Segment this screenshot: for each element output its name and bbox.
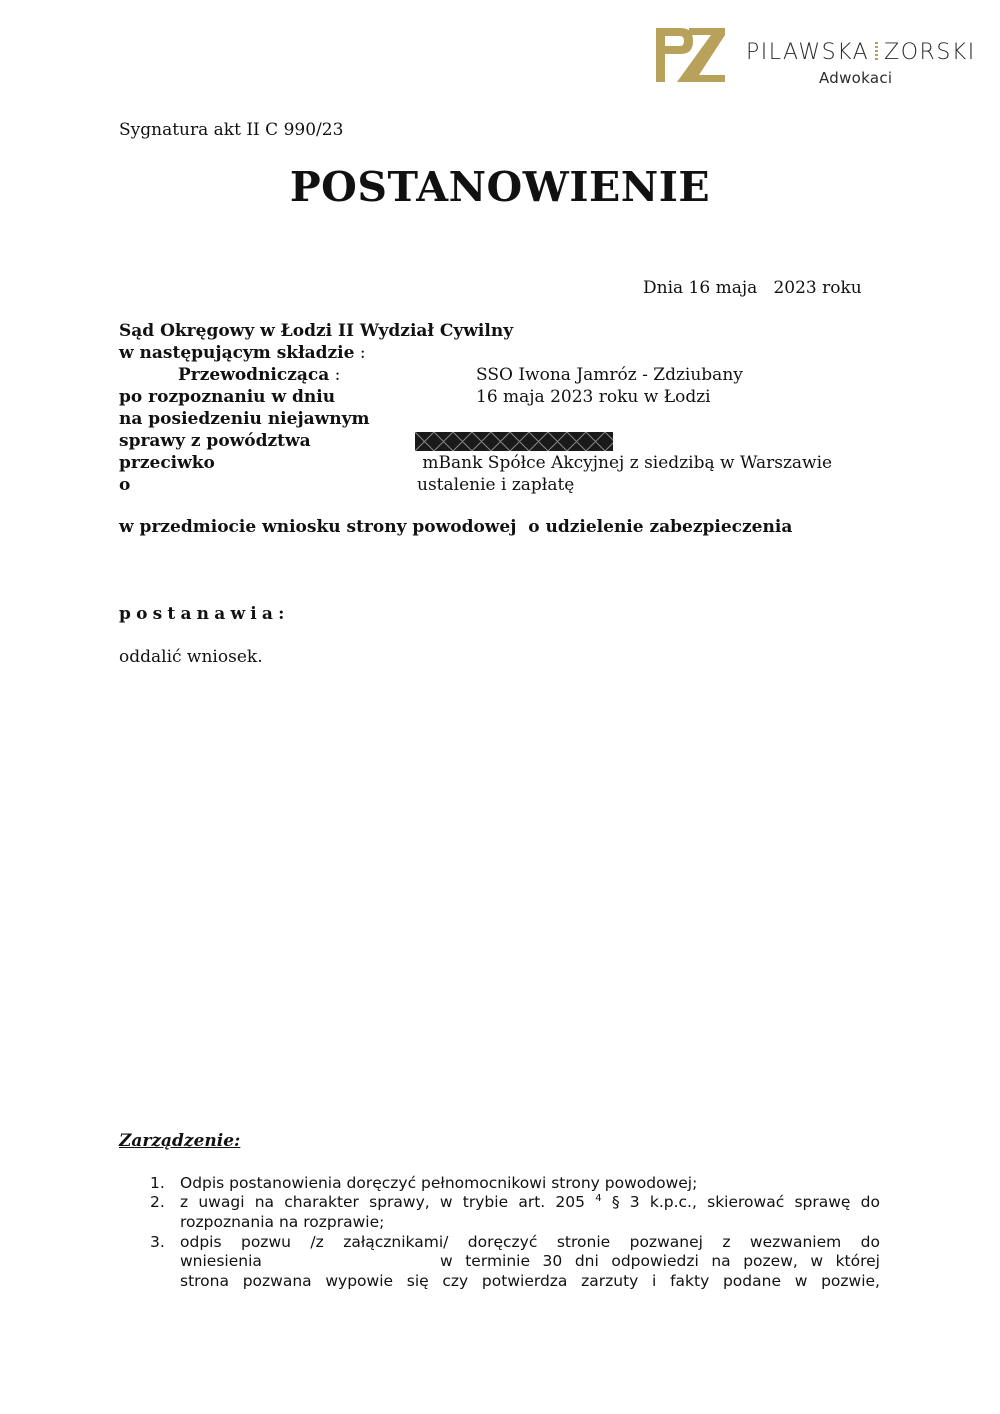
case-number: Sygnatura akt II C 990/23	[119, 120, 344, 140]
order-item-number: 1.	[150, 1174, 165, 1192]
composition-row	[119, 343, 366, 363]
hearing-date: 16 maja 2023 roku w Łodzi	[476, 387, 711, 407]
session-type: na posiedzeniu niejawnym	[119, 409, 370, 429]
subject-value: ustalenie i zapłatę	[417, 475, 575, 495]
order-item-text-part: § 3 k.p.c., skierować sprawę do	[601, 1193, 880, 1211]
court-name: Sąd Okręgowy w Łodzi II Wydział Cywilny	[119, 321, 514, 341]
order-item-text: Odpis postanowienia doręczyć pełnomocnikowi strony powodowej;	[180, 1174, 698, 1192]
order-item-text-continued: rozpoznania na rozprawie;	[180, 1213, 385, 1231]
presiding-colon: :	[329, 365, 341, 385]
claimant-label: sprawy z powództwa	[119, 431, 311, 451]
redaction-pattern	[415, 432, 613, 451]
defendant-name: mBank Spółce Akcyjnej z siedzibą w Warszawie	[417, 453, 833, 473]
against-label: przeciwko	[119, 453, 215, 473]
firm-subtitle: Adwokaci	[819, 69, 893, 87]
order-item-number: 2.	[150, 1193, 165, 1211]
subject-label: o	[119, 475, 131, 495]
motion-subject: w przedmiocie wniosku strony powodowej o udzielenie zabezpieczenia	[119, 517, 793, 537]
firm-logo-mark	[653, 26, 727, 84]
order-item-text-part: wniesienia	[180, 1252, 262, 1270]
redacted-claimant	[415, 432, 613, 451]
composition-colon: :	[354, 343, 366, 363]
order-item-text	[180, 1193, 880, 1211]
article-superscript: 4	[595, 1193, 602, 1204]
presiding-row	[178, 365, 340, 385]
document-title: POSTANOWIENIE	[289, 163, 711, 211]
document-date: Dnia 16 maja 2023 roku	[643, 278, 862, 298]
firm-name-right: ZORSKI	[884, 40, 976, 65]
order-item-text: odpis pozwu /z załącznikami/ doręczyć stronie pozwanej z wezwaniem do	[180, 1233, 880, 1251]
firm-name-left: PILAWSKA	[746, 40, 870, 65]
order-item-number: 3.	[150, 1233, 165, 1251]
hearing-label: po rozpoznaniu w dniu	[119, 387, 336, 407]
firm-name-separator	[875, 42, 878, 62]
composition-label: w następującym składzie	[119, 343, 355, 363]
order-heading: Zarządzenie:	[119, 1131, 241, 1151]
decides-heading: postanawia:	[119, 604, 290, 624]
order-item-text-part: z uwagi na charakter sprawy, w trybie art. 205	[180, 1193, 586, 1211]
order-item-text-part: w terminie 30 dni odpowiedzi na pozew, w której	[440, 1252, 880, 1270]
firm-name	[746, 40, 976, 65]
presiding-judge: SSO Iwona Jamróz - Zdziubany	[476, 365, 743, 385]
presiding-label: Przewodnicząca	[178, 365, 330, 385]
decision-text: oddalić wniosek.	[119, 647, 263, 667]
order-item-text-continued	[180, 1252, 880, 1270]
order-item-text-continued: strona pozwana wypowie się czy potwierdza zarzuty i fakty podane w pozwie,	[180, 1272, 880, 1290]
